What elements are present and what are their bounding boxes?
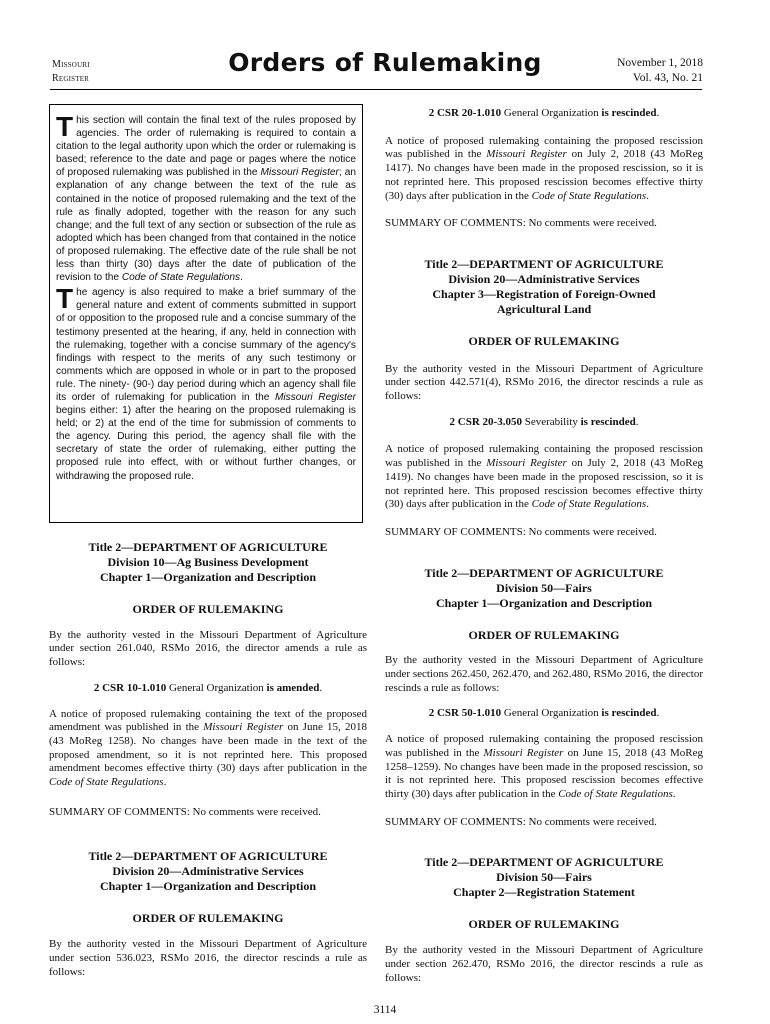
summary-text: SUMMARY OF COMMENTS: No comments were received.	[385, 815, 657, 828]
header-divider	[50, 89, 702, 90]
summary-text: SUMMARY OF COMMENTS: No comments were received.	[385, 217, 657, 230]
authority-text: By the authority vested in the Missouri Department of Agriculture under section 261.040, RSMo 2016, the director amends a rule as follows:	[49, 628, 367, 669]
intro-box	[49, 104, 363, 523]
rulemaking-section	[385, 855, 703, 985]
page-number: 3114	[373, 1004, 397, 1016]
issue-volume: Vol. 43, No. 21	[632, 72, 703, 84]
section-heading: Title 2—DEPARTMENT OF AGRICULTURE Division 20—Administrative Services Chapter 1—Organization and Description	[88, 849, 328, 894]
publication-name-line2: Register	[52, 73, 90, 84]
publication-name-line1: Missouri	[52, 59, 90, 70]
notice-text: A notice of proposed rulemaking containing the proposed rescission was published in the Missouri Register on July 2, 2018 (43 MoReg 1417). No changes have been made in the proposed rescission, so it is not reprinted here. This proposed rescission becomes effective thirty (30) days after publication in the Code of State Regulations.	[385, 134, 703, 202]
rulemaking-section	[385, 566, 703, 830]
rulemaking-section	[385, 257, 703, 540]
rulemaking-section	[49, 849, 367, 979]
intro-paragraph-2: The agency is also required to make a brief summary of the general nature and extent of comments submitted in support of or opposition to the proposed rule and a concise summary of the testimony presented at the hearing, if any, held in connection with the rulemaking, together with a concise summary of the agency's findings with respect to the merits of any such testimony or comments which are opposed in whole or in part to the proposed rule. The ninety- (90-) day period during which an agency shall file its order of rulemaking for publication in the Missouri Register begins either: 1) after the hearing on the proposed rulemaking is held; or 2) at the end of the time for submission of comments to the agency. During this period, the agency shall file with the secretary of state the order of rulemaking, either putting the proposed rule into effect, with or without further changes, or withdrawing the proposed rule.	[56, 283, 356, 482]
notice-text: A notice of proposed rulemaking containing the proposed rescission was published in the Missouri Register on June 15, 2018 (43 MoReg 1258–1259). No changes have been made in the proposed rescission, so it is not reprinted here. This proposed rescission becomes effective thirty (30) days after publication in the Code of State Regulations.	[385, 733, 703, 800]
section-heading: Title 2—DEPARTMENT OF AGRICULTURE Division 50—Fairs Chapter 2—Registration Statement	[424, 855, 664, 900]
drop-cap: T	[56, 283, 74, 315]
right-column	[385, 107, 703, 985]
order-heading: ORDER OF RULEMAKING	[468, 627, 620, 642]
section-heading: Title 2—DEPARTMENT OF AGRICULTURE Division 10—Ag Business Development Chapter 1—Organization and Description	[88, 540, 328, 584]
order-heading: ORDER OF RULEMAKING	[132, 602, 284, 616]
summary-text: SUMMARY OF COMMENTS: No comments were received.	[385, 525, 657, 538]
rule-line: 2 CSR 50-1.010 General Organization is rescinded.	[428, 707, 660, 720]
drop-cap: T	[56, 111, 74, 142]
authority-text: By the authority vested in the Missouri Department of Agriculture under section 536.023, RSMo 2016, the director rescinds a rule as follows:	[49, 938, 367, 978]
issue-date: November 1, 2018	[617, 57, 703, 69]
left-column	[49, 540, 367, 979]
section-heading: Title 2—DEPARTMENT OF AGRICULTURE Division 50—Fairs Chapter 1—Organization and Description	[424, 565, 664, 610]
rule-line: 2 CSR 10-1.010 General Organization is amended.	[93, 681, 323, 694]
notice-text: A notice of proposed rulemaking containing the proposed rescission was published in the Missouri Register on July 2, 2018 (43 MoReg 1419). No changes have been made in the proposed rescission, so it is not reprinted here. This proposed rescission becomes effective thirty (30) days after publication in the Code of State Regulations.	[385, 443, 703, 511]
issue-info	[617, 56, 703, 86]
summary-text: SUMMARY OF COMMENTS: No comments were received.	[49, 805, 321, 818]
rule-line: 2 CSR 20-3.050 Severability is rescinded.	[449, 415, 639, 428]
authority-text: By the authority vested in the Missouri Department of Agriculture under section 442.571(4), RSMo 2016, the director rescinds a rule as follows:	[385, 362, 703, 403]
rule-line: 2 CSR 20-1.010 General Organization is rescinded.	[428, 107, 660, 119]
intro-paragraph-1: This section will contain the final text of the rules proposed by agencies. The order of rulemaking is required to contain a citation to the legal authority upon which the order or rulemaking is based; reference to the date and page or pages where the notice of proposed rulemaking was published in the Missouri Register; an explanation of any change between the text of the rule as contained in the notice of proposed rulemaking and the text of the rule as finally adopted, together with the reason for any such change; and the full text of any section or subsection of the rule as adopted which has been changed from that contained in the notice of proposed rulemaking. The effective date of the rule shall be not less than thirty (30) days after the date of publication of the revision to the Code of State Regulations.	[56, 111, 356, 284]
rulemaking-section	[49, 540, 367, 819]
order-heading: ORDER OF RULEMAKING	[468, 333, 620, 348]
authority-text: By the authority vested in the Missouri Department of Agriculture under section 262.470, RSMo 2016, the director rescinds a rule as follows:	[385, 944, 703, 984]
section-heading: Title 2—DEPARTMENT OF AGRICULTURE Division 20—Administrative Services Chapter 3—Registration of Foreign-Owned Agricultural Land	[424, 256, 664, 316]
order-heading: ORDER OF RULEMAKING	[468, 917, 620, 932]
rulemaking-section	[385, 107, 703, 231]
order-heading: ORDER OF RULEMAKING	[132, 911, 284, 926]
notice-text: A notice of proposed rulemaking containing the text of the proposed amendment was published in the Missouri Register on June 15, 2018 (43 MoReg 1258). No changes have been made in the text of the proposed amendment, so it is not reprinted here. This proposed amendment becomes effective thirty (30) days after publication in the Code of State Regulations.	[49, 707, 368, 789]
authority-text: By the authority vested in the Missouri Department of Agriculture under sections 262.450, 262.470, and 262.480, RSMo 2016, the director rescinds a rule as follows:	[385, 654, 703, 694]
section-title: Orders of Rulemaking	[228, 48, 542, 77]
